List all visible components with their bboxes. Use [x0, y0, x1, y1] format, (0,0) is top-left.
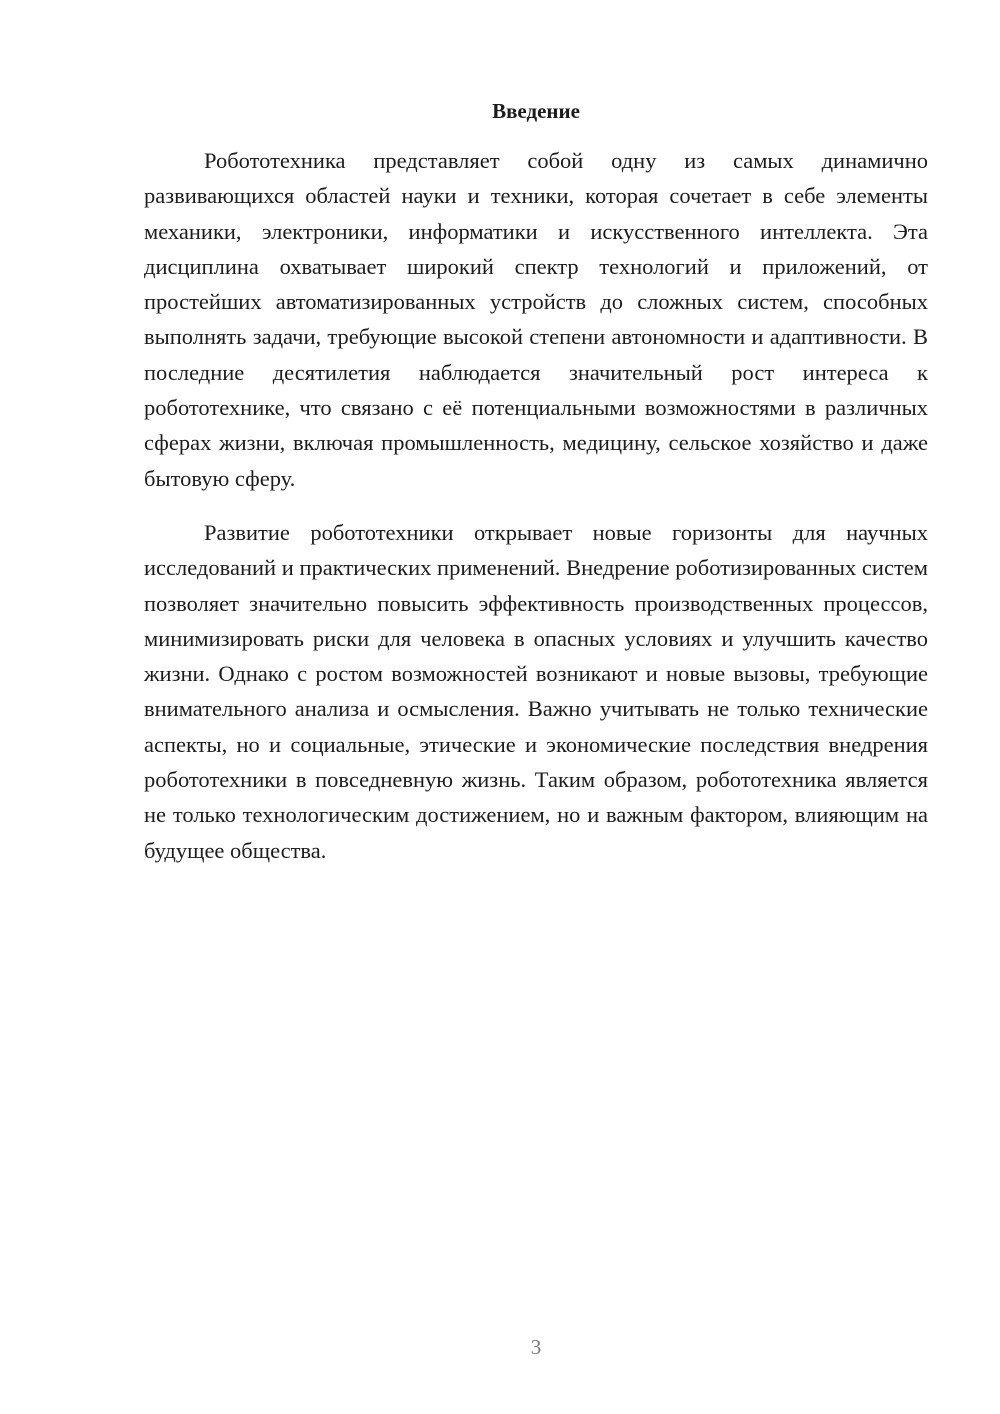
page-number: 3 [530, 1335, 542, 1359]
paragraph-2: Развитие робототехники открывает новые горизонты для научных исследований и практических применений. Внедрение роботизированных систем позволяет значительно повысить эффективность производственных процессов, минимизировать риски для человека в опасных условиях и улучшить качество жизни. Однако с ростом возможностей возникают и новые вызовы, требующие внимательного анализа и осмысления. Важно учитывать не только технические аспекты, но и социальные, этические и экономические последствия внедрения робототехники в повседневную жизнь. Таким образом, робототехника является не только технологическим достижением, но и важным фактором, влияющим на будущее общества. [144, 520, 928, 863]
section-title: Введение [492, 99, 580, 123]
paragraph-1: Робототехника представляет собой одну из самых динамично развивающихся областей науки и техники, которая сочетает в себе элементы механики, электроники, информатики и искусственного интеллекта. Эта дисциплина охватывает широкий спектр технологий и приложений, от простейших автоматизированных устройств до сложных систем, способных выполнять задачи, требующие высокой степени автономности и адаптивности. В последние десятилетия наблюдается значительный рост интереса к робототехнике, что связано с её потенциальными возможностями в различных сферах жизни, включая промышленность, медицину, сельское хозяйство и даже бытовую сферу. [144, 148, 928, 491]
